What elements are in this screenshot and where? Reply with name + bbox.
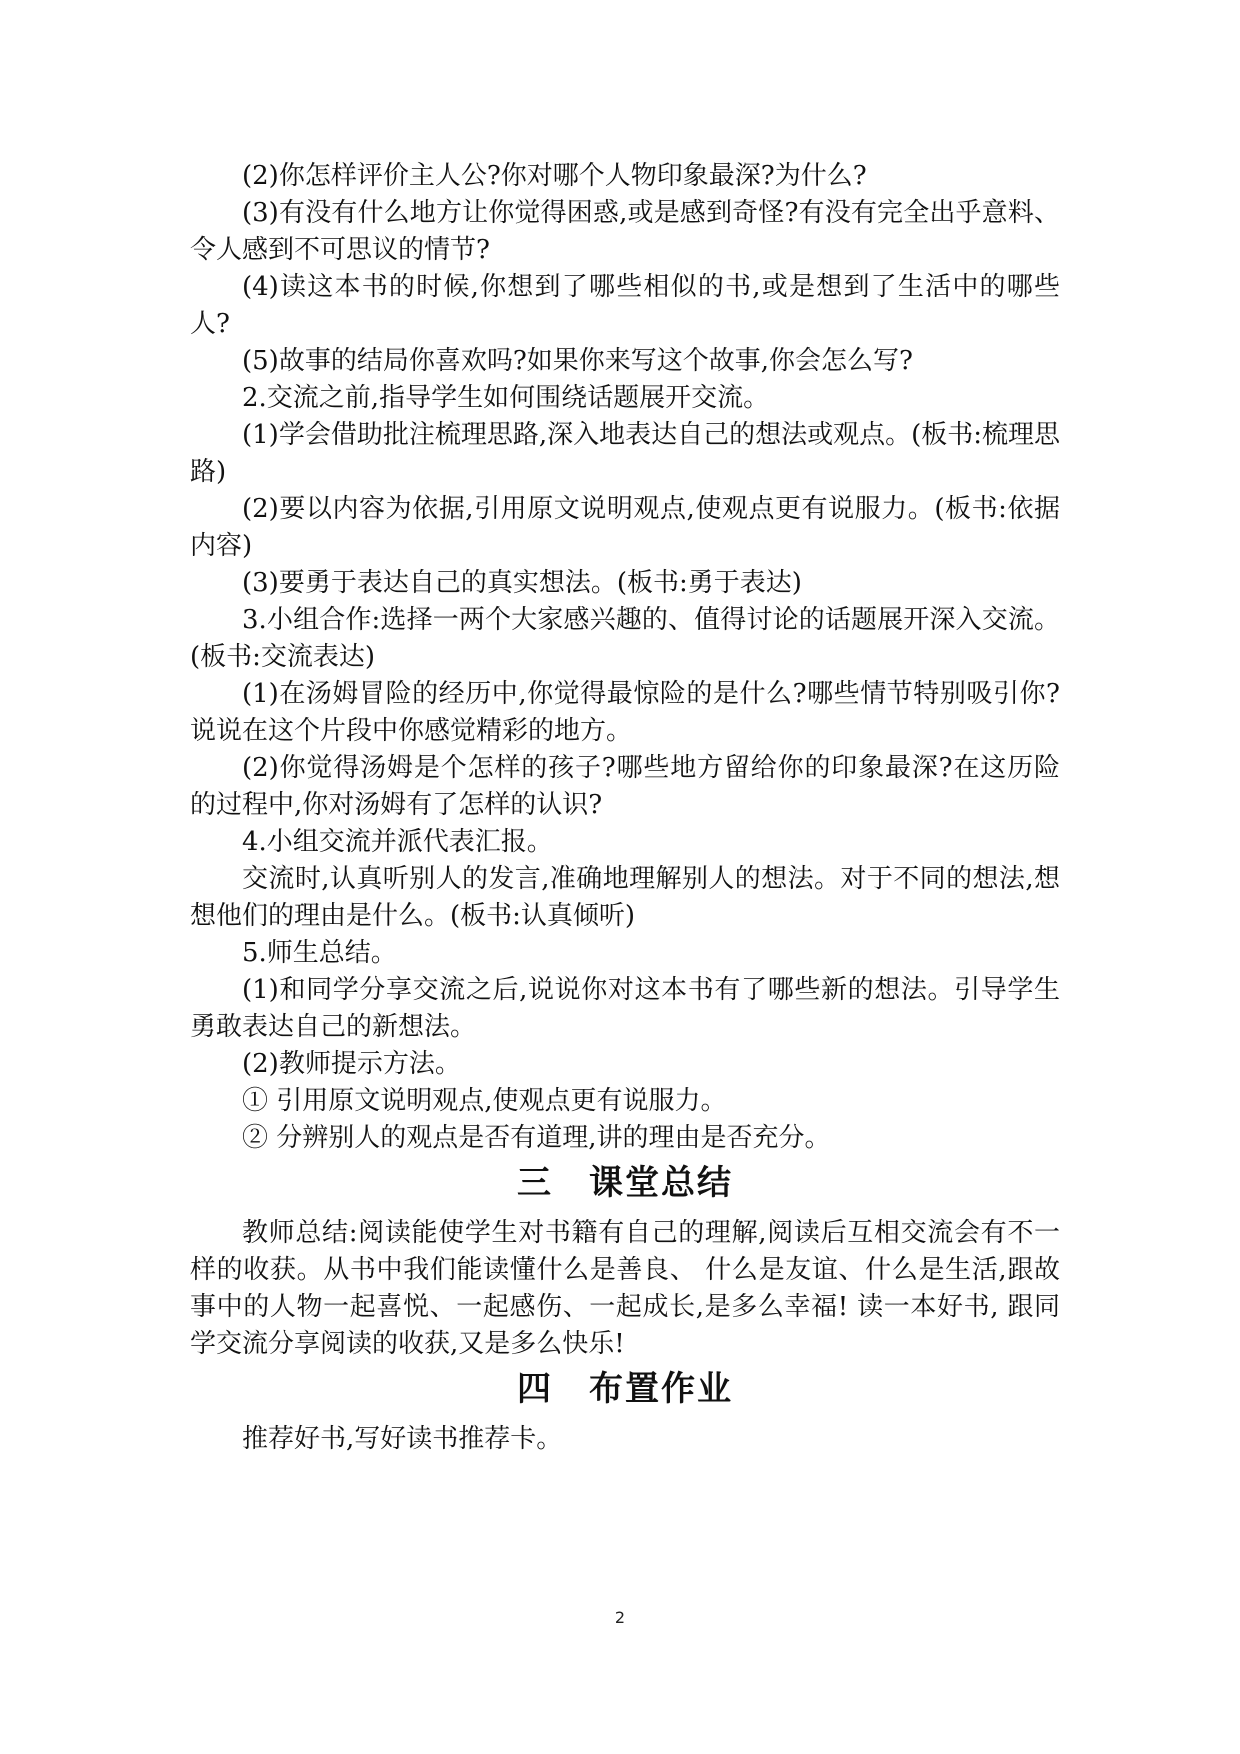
paragraph: ② 分辨别人的观点是否有道理,讲的理由是否充分。 — [242, 1123, 831, 1153]
paragraph: 3.小组合作:选择一两个大家感兴趣的、值得讨论的话题展开深入交流。(板书:交流表达) — [190, 605, 1060, 672]
paragraph: (5)故事的结局你喜欢吗?如果你来写这个故事,你会怎么写? — [242, 346, 913, 376]
paragraph: 交流时,认真听别人的发言,准确地理解别人的想法。对于不同的想法,想想他们的理由是什么。(板书:认真倾听) — [190, 864, 1060, 931]
paragraph-homework: 推荐好书,写好读书推荐卡。 — [242, 1424, 563, 1454]
paragraph: (4)读这本书的时候,你想到了哪些相似的书,或是想到了生活中的哪些人? — [190, 272, 1060, 339]
paragraph: (1)和同学分享交流之后,说说你对这本书有了哪些新的想法。引导学生勇敢表达自己的新想法。 — [190, 975, 1060, 1042]
document-body — [190, 158, 1060, 1458]
paragraph: (3)要勇于表达自己的真实想法。(板书:勇于表达) — [242, 568, 802, 598]
paragraph: (1)学会借助批注梳理思路,深入地表达自己的想法或观点。(板书:梳理思路) — [190, 420, 1060, 487]
paragraph: 2.交流之前,指导学生如何围绕话题展开交流。 — [242, 383, 770, 413]
paragraph: (1)在汤姆冒险的经历中,你觉得最惊险的是什么?哪些情节特别吸引你?说说在这个片段中你感觉精彩的地方。 — [190, 679, 1060, 746]
paragraph: ① 引用原文说明观点,使观点更有说服力。 — [242, 1086, 727, 1116]
paragraph: 4.小组交流并派代表汇报。 — [242, 827, 553, 857]
paragraph: (2)教师提示方法。 — [242, 1049, 461, 1079]
paragraph-summary: 教师总结:阅读能使学生对书籍有自己的理解,阅读后互相交流会有不一样的收获。从书中我们能读懂什么是善良、 什么是友谊、什么是生活,跟故事中的人物一起喜悦、一起感伤、一起成长,是多么幸福! 读一本好书, 跟同学交流分享阅读的收获,又是多么快乐! — [190, 1218, 1060, 1359]
section-heading-homework: 四 布置作业 — [517, 1369, 733, 1409]
page-number: 2 — [614, 1608, 626, 1627]
paragraph: (2)你觉得汤姆是个怎样的孩子?哪些地方留给你的印象最深?在这历险的过程中,你对汤姆有了怎样的认识? — [190, 753, 1060, 820]
paragraph: (2)要以内容为依据,引用原文说明观点,使观点更有说服力。(板书:依据内容) — [190, 494, 1060, 561]
paragraph: (3)有没有什么地方让你觉得困惑,或是感到奇怪?有没有完全出乎意料、令人感到不可思议的情节? — [190, 198, 1060, 265]
section-heading-classroom-summary: 三 课堂总结 — [517, 1163, 733, 1203]
paragraph: 5.师生总结。 — [242, 938, 397, 968]
paragraph: (2)你怎样评价主人公?你对哪个人物印象最深?为什么? — [242, 161, 867, 191]
